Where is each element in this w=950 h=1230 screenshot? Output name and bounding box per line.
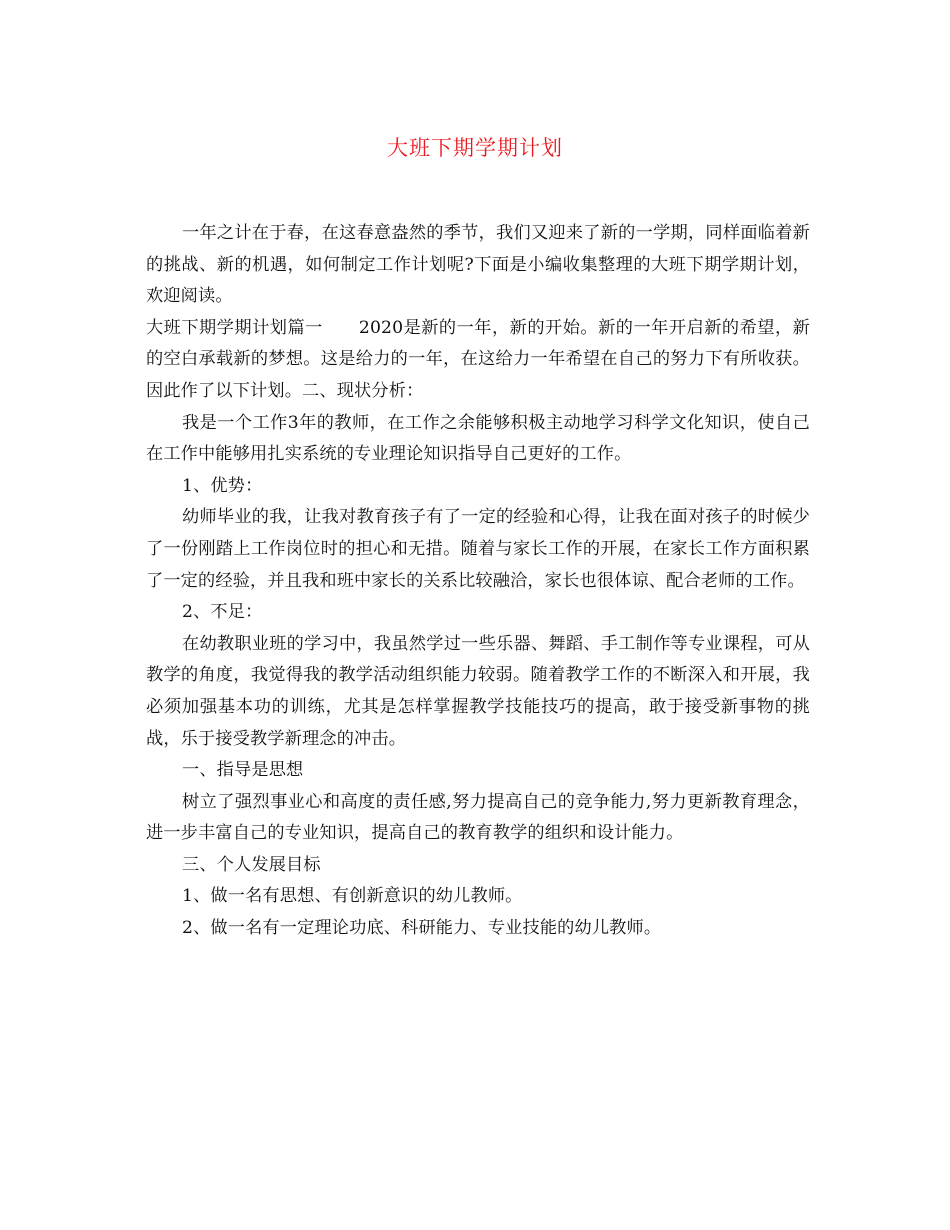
strength-paragraph: 幼师毕业的我，让我对教育孩子有了一定的经验和心得，让我在面对孩子的时候少了一份刚踏上工作岗位时的担心和无措。随着与家长工作的开展，在家长工作方面积累了一定的经验，并且我和班中家长的关系比较融洽，家长也很体谅、配合老师的工作。 bbox=[146, 507, 810, 591]
goal-item-2: 2、做一名有一定理论功底、科研能力、专业技能的幼儿教师。 bbox=[182, 918, 662, 939]
guiding-heading: 一、指导是思想 bbox=[182, 760, 304, 781]
goal-item-1: 1、做一名有思想、有创新意识的幼儿教师。 bbox=[182, 886, 523, 907]
chapter-one-label: 大班下期学期计划篇一 bbox=[146, 317, 323, 338]
document-title: 大班下期学期计划 bbox=[387, 136, 563, 160]
status-paragraph: 我是一个工作3年的教师，在工作之余能够积极主动地学习科学文化知识，使自己在工作中能够用扎实系统的专业理论知识指导自己更好的工作。 bbox=[146, 412, 810, 465]
guiding-paragraph: 树立了强烈事业心和高度的责任感,努力提高自己的竞争能力,努力更新教育理念，进一步丰富自己的专业知识，提高自己的教育教学的组织和设计能力。 bbox=[146, 791, 810, 844]
goals-heading: 三、个人发展目标 bbox=[182, 854, 321, 875]
strength-heading: 1、优势： bbox=[182, 475, 263, 496]
weakness-heading: 2、不足： bbox=[182, 602, 263, 623]
chapter-one-text: 2020是新的一年，新的开始。新的一年开启新的希望，新的空白承载新的梦想。这是给力的一年，在这给力一年希望在自己的努力下有所收获。因此作了以下计划。二、现状分析： bbox=[146, 317, 810, 401]
weakness-paragraph: 在幼教职业班的学习中，我虽然学过一些乐器、舞蹈、手工制作等专业课程，可从教学的角度，我觉得我的教学活动组织能力较弱。随着教学工作的不断深入和开展，我必须加强基本功的训练，尤其是怎样掌握教学技能技巧的提高，敢于接受新事物的挑战，乐于接受教学新理念的冲击。 bbox=[146, 633, 810, 749]
intro-paragraph: 一年之计在于春，在这春意盎然的季节，我们又迎来了新的一学期，同样面临着新的挑战、新的机遇，如何制定工作计划呢?下面是小编收集整理的大班下期学期计划，欢迎阅读。 bbox=[146, 223, 810, 307]
chapter-one-paragraph bbox=[146, 313, 810, 408]
document-body bbox=[146, 218, 810, 945]
